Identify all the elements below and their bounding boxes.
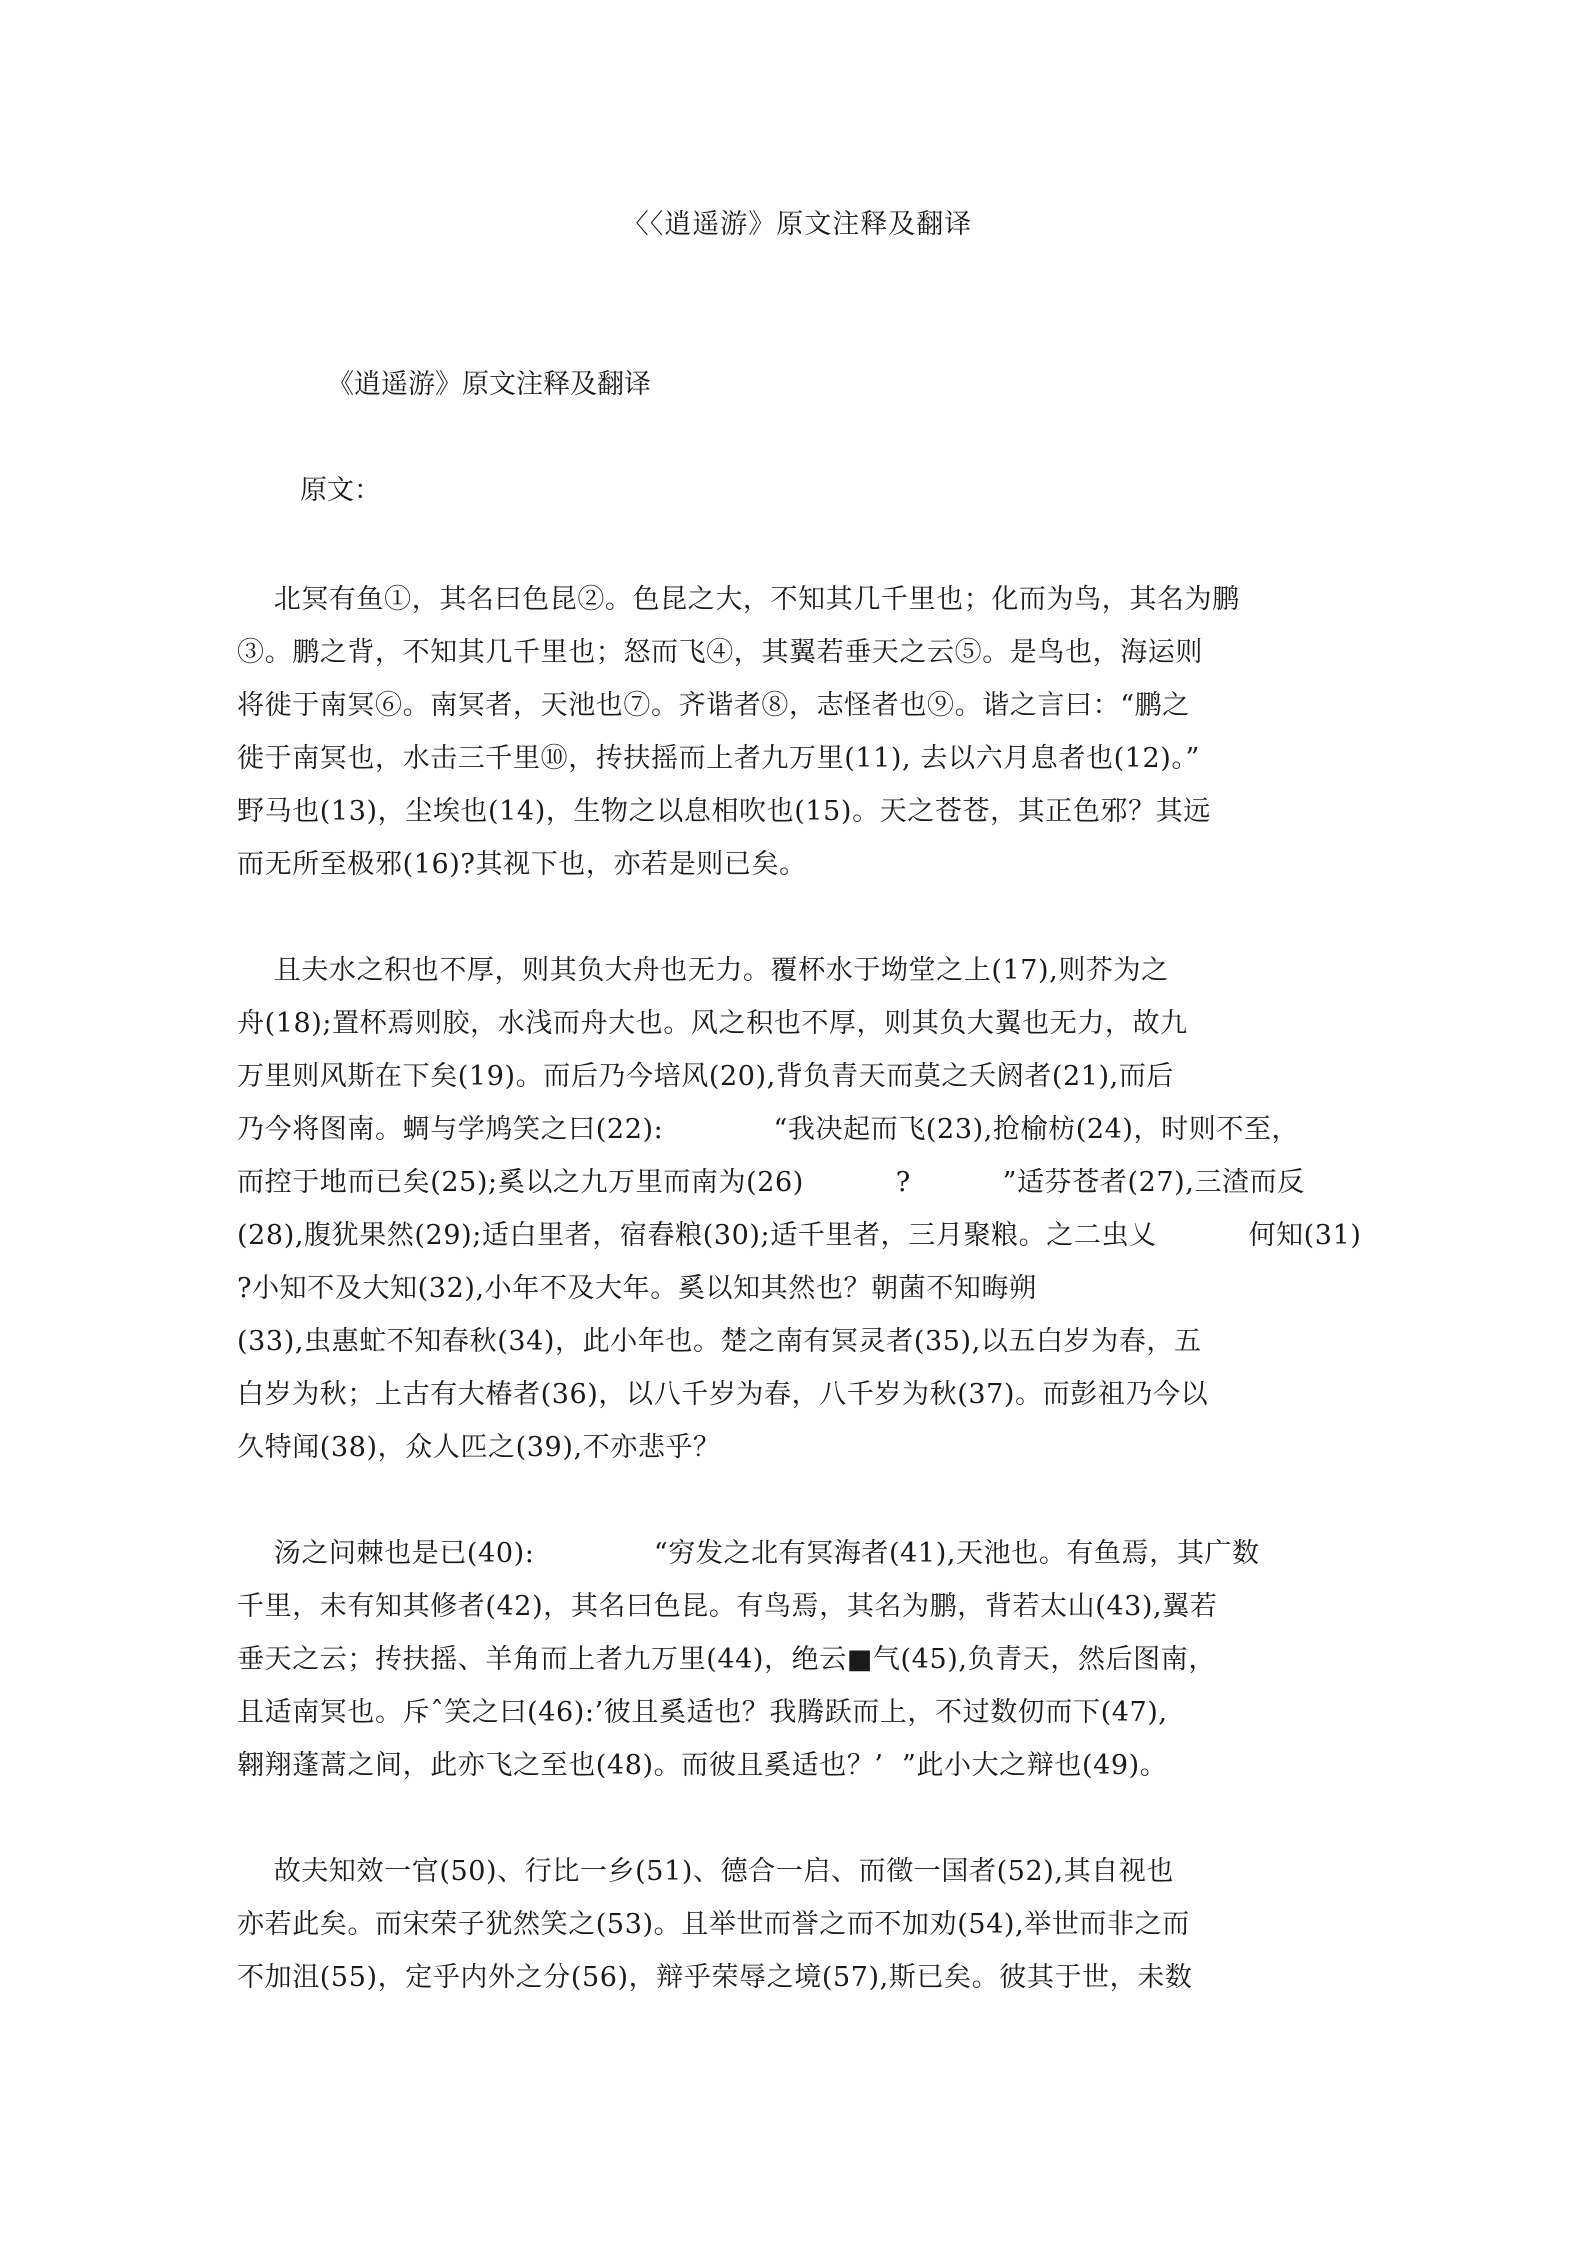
text-line: 北冥有鱼①，其名曰色昆②。色昆之大，不知其几千里也；化而为鸟，其名为鹏 bbox=[237, 584, 1240, 615]
text-line: 汤之问棘也是已(40): “穷发之北有冥海者(41),天池也。有鱼焉，其广数 bbox=[237, 1538, 1260, 1569]
text-line: 而无所至极邪(16)?其视下也，亦若是则已矣。 bbox=[237, 849, 807, 880]
text-line: 且适南冥也。斥ˆ笑之曰(46):’彼且奚适也？我腾跃而上，不过数仞而下(47), bbox=[237, 1697, 1168, 1728]
text-line: 野马也(13)，尘埃也(14)，生物之以息相吹也(15)。天之苍苍，其正色邪？其远 bbox=[237, 796, 1211, 827]
text-line: 垂天之云；抟扶摇、羊角而上者九万里(44)，绝云■气(45),负青天，然后图南， bbox=[237, 1644, 1216, 1675]
text-line: 徙于南冥也，水击三千里⑩，抟扶摇而上者九万里(11), 去以六月息者也(12)。” bbox=[237, 743, 1200, 774]
document-title: 〈〈逍遥游》原文注释及翻译 bbox=[621, 209, 973, 240]
text-line: 白岁为秋；上古有大椿者(36)，以八千岁为春，八千岁为秋(37)。而彭祖乃今以 bbox=[237, 1379, 1209, 1410]
text-line: 千里，未有知其修者(42)，其名曰色昆。有鸟焉，其名为鹏，背若太山(43),翼若 bbox=[237, 1591, 1218, 1622]
document-subtitle: 《逍遥游》原文注释及翻译 bbox=[327, 369, 651, 400]
text-line: (28),腹犹果然(29);适白里者，宿舂粮(30);适千里者，三月聚粮。之二虫乂 何知(31) bbox=[237, 1220, 1362, 1251]
text-line: 将徙于南冥⑥。南冥者，天池也⑦。齐谐者⑧，志怪者也⑨。谐之言曰：“鹏之 bbox=[237, 690, 1190, 721]
text-line: 翱翔蓬蒿之间，此亦飞之至也(48)。而彼且奚适也？’ ”此小大之辩也(49)。 bbox=[237, 1750, 1168, 1781]
text-line: 久特闻(38)，众人匹之(39),不亦悲乎？ bbox=[237, 1432, 721, 1463]
original-text-label: 原文： bbox=[300, 475, 381, 506]
text-line: 故夫知效一官(50)、行比一乡(51)、德合一启、而徵一国者(52),其自视也 bbox=[237, 1856, 1174, 1887]
text-line: 而控于地而已矣(25);奚以之九万里而南为(26) ? ”适芬苍者(27),三渣而反 bbox=[237, 1167, 1305, 1198]
text-line: 亦若此矣。而宋荣子犹然笑之(53)。且举世而誉之而不加劝(54),举世而非之而 bbox=[237, 1909, 1190, 1940]
text-line: 万里则风斯在下矣(19)。而后乃今培风(20),背负青天而莫之夭阏者(21),而后 bbox=[237, 1061, 1175, 1092]
text-line: ③。鹏之背，不知其几千里也；怒而飞④，其翼若垂天之云⑤。是鸟也，海运则 bbox=[237, 637, 1203, 668]
text-line: 不加沮(55)，定乎内外之分(56)，辩乎荣辱之境(57),斯已矣。彼其于世，未数 bbox=[237, 1962, 1193, 1993]
text-line: 舟(18);置杯焉则胶，水浅而舟大也。风之积也不厚，则其负大翼也无力，故九 bbox=[237, 1008, 1188, 1039]
text-line: (33),虫惠虻不知春秋(34)，此小年也。楚之南有冥灵者(35),以五白岁为春，五 bbox=[237, 1326, 1202, 1357]
text-line: 乃今将图南。蜩与学鸠笑之曰(22): “我决起而飞(23),抢榆枋(24)，时则不至， bbox=[237, 1114, 1300, 1145]
text-line: 且夫水之积也不厚，则其负大舟也无力。覆杯水于坳堂之上(17),则芥为之 bbox=[237, 955, 1169, 986]
text-line: ?小知不及大知(32),小年不及大年。奚以知其然也？朝菌不知晦朔 bbox=[237, 1273, 1037, 1304]
